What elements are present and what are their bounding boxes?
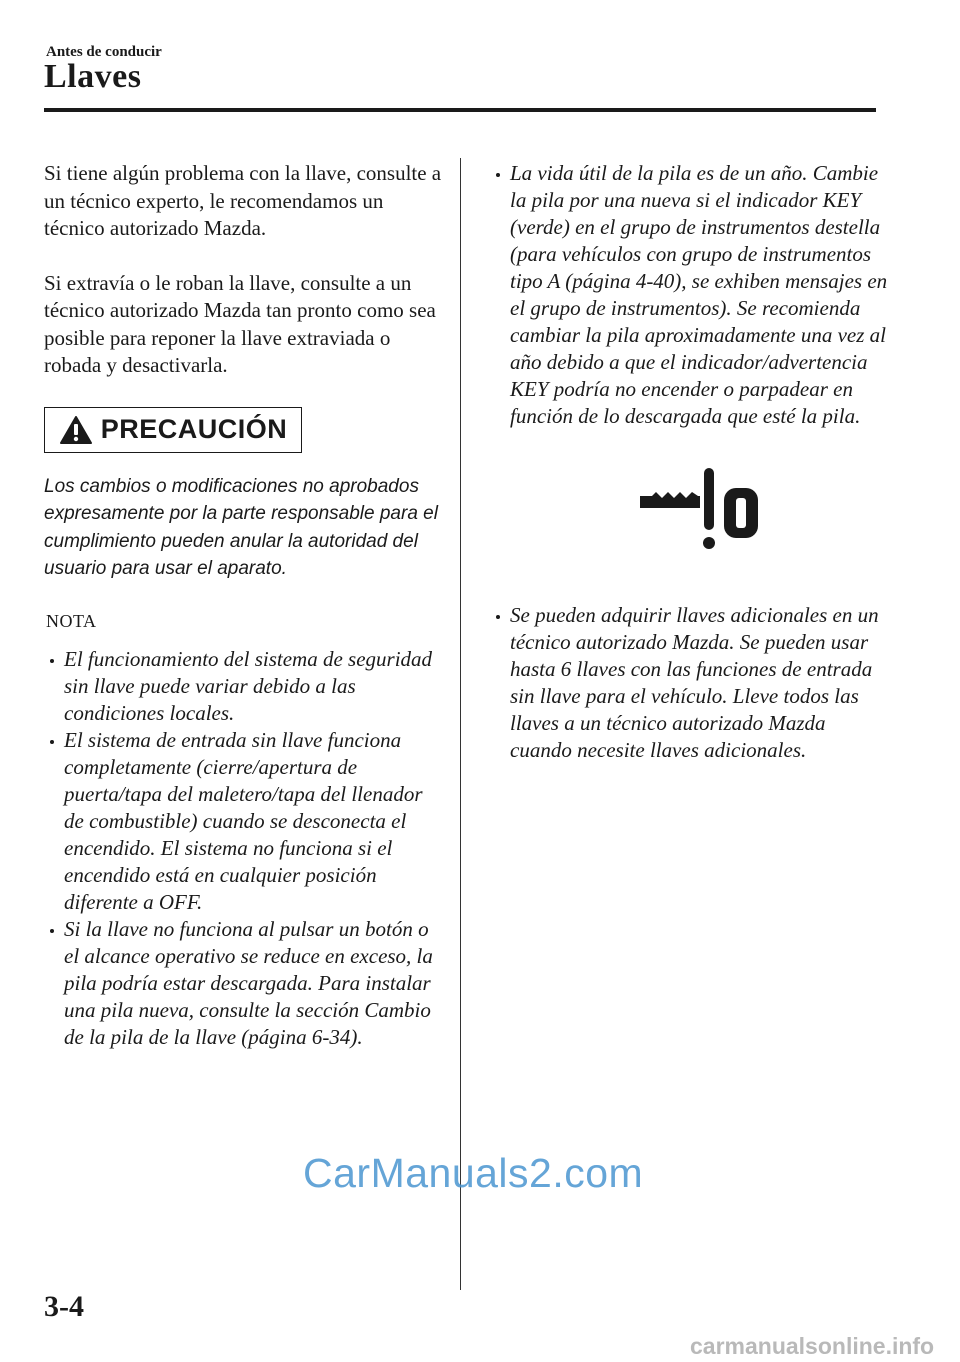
right-column: [490, 160, 890, 764]
key-warning-indicator-icon: [638, 466, 762, 552]
right-bullets-top: [490, 160, 890, 430]
caution-label: PRECAUCIÓN: [100, 414, 288, 444]
note-bullets: [44, 646, 444, 1051]
paragraph-lost-key: Si extravía o le roban la llave, consulte a un técnico autorizado Mazda tan pronto como sea posible para reponer la llave extraviada o robada y desactivarla.: [44, 270, 436, 377]
header-rule: [44, 108, 876, 112]
key-indicator: [490, 466, 910, 552]
caution-box: [44, 407, 302, 453]
list-item: El sistema de entrada sin llave funciona completamente (cierre/apertura de puerta/tapa del maletero/tapa del llenador de combustible) cuando se desconecta el encendido. El sistema no funciona si el encendido está en cualquier posición diferente a OFF.: [44, 727, 444, 916]
right-bullets-bottom: [490, 602, 890, 764]
list-item: Se pueden adquirir llaves adicionales en un técnico autorizado Mazda. Se pueden usar hasta 6 llaves con las funciones de entrada sin llave para el vehículo. Lleve todos las llaves a un técnico autorizado Mazda cuando necesite llaves adicionales.: [490, 602, 890, 764]
left-column: [44, 160, 444, 1051]
list-item: La vida útil de la pila es de un año. Cambie la pila por una nueva si el indicador KEY (verde) en el grupo de instrumentos destella (para vehículos con grupo de instrumentos tipo A (página 4-40), se exhiben mensajes en el grupo de instrumentos). Se recomienda cambiar la pila aproximadamente una vez al año debido a que el indicador/advertencia KEY podría no encender o parpadear en función de lo descargada que esté la pila.: [490, 160, 890, 430]
footer-url: carmanualsonline.info: [690, 1333, 935, 1359]
section-label: Antes de conducir: [46, 44, 162, 60]
page-title: Llaves: [44, 58, 142, 95]
note-label: NOTA: [46, 610, 97, 631]
page-number: 3-4: [44, 1290, 84, 1323]
paragraph-problem: Si tiene algún problema con la llave, consulte a un técnico experto, le recomendamos un técnico autorizado Mazda.: [44, 161, 442, 240]
list-item: Si la llave no funciona al pulsar un botón o el alcance operativo se reduce en exceso, la pila podría estar descargada. Para instalar una pila nueva, consulte la sección Cambio de la pila de la llave (página 6-34).: [44, 916, 444, 1051]
column-divider: [460, 158, 461, 1290]
warning-triangle-icon: [59, 415, 93, 445]
caution-text: Los cambios o modificaciones no aprobados expresamente por la parte responsable para el cumplimiento pueden anular la autoridad del usuario para usar el aparato.: [44, 475, 438, 579]
list-item: El funcionamiento del sistema de seguridad sin llave puede variar debido a las condiciones locales.: [44, 646, 444, 727]
watermark: CarManuals2.com: [303, 1150, 644, 1196]
